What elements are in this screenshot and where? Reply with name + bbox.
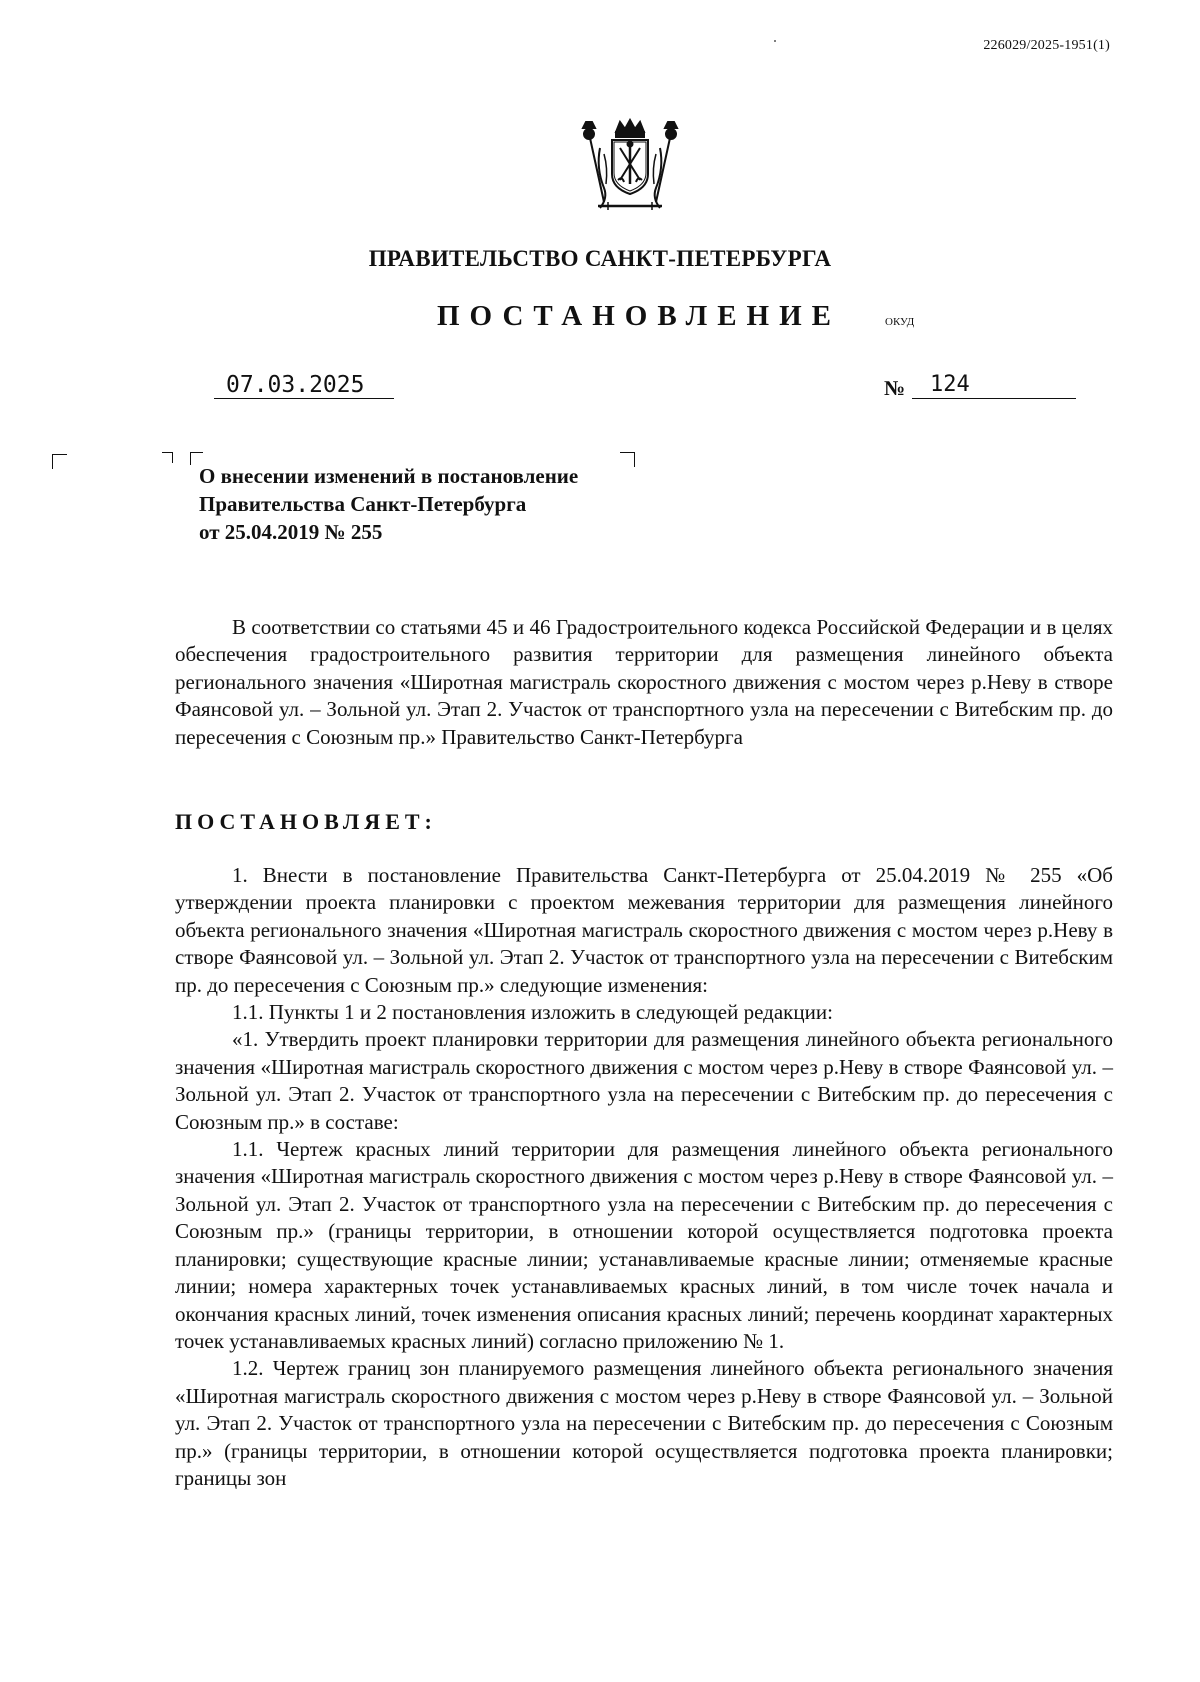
number-sign: № [884,376,906,400]
subject-line: Правительства Санкт-Петербурга [199,492,527,516]
resolution-paragraph: 1. Внести в постановление Правительства Санкт-Петербурга от 25.04.2019 № 255 «Об утверждении проекта планировки с проектом межевания территории для размещения линейного объекта регионального значения «Широтная магистраль скоростного движения с мостом через р.Неву в створе Фаянсовой ул. – Зольной ул. Этап 2. Участок от транспортного узла на пересечении с Витебским пр. до пересечения с Союзным пр.» следующие изменения: [175,863,1113,997]
preamble-paragraph: В соответствии со статьями 45 и 46 Градостроительного кодекса Российской Федерации и в целях обеспечения градостроительного развития территории для размещения линейного объекта регионального значения «Широтная магистраль скоростного движения с мостом через р.Неву в створе Фаянсовой ул. – Зольной ул. Этап 2. Участок от транспортного узла на пересечении с Витебским пр. до пересечения с Союзным пр.» Правительство Санкт-Петербурга [175,615,1113,749]
coat-of-arms-icon [578,118,682,216]
document-number: 124 [912,372,1076,399]
resolution-paragraph: 1.1. Чертеж красных линий территории для размещения линейного объекта регионального значения «Широтная магистраль скоростного движения с мостом через р.Неву в створе Фаянсовой ул. – Зольной ул. Этап 2. Участок от транспортного узла на пересечении с Витебским пр. до пересечения с Союзным пр.» (границы территории, в отношении которой осуществляется подготовка проекта планировки; существующие красные линии; устанавливаемые красные линии; отменяемые красные линии; номера характерных точек устанавливаемых красных линий, в том числе точек начала и окончания красных линий, точек изменения описания красных линий; перечень координат характерных точек устанавливаемых красных линий) согласно приложению № 1. [175,1137,1113,1353]
resolution-body [175,862,1113,1492]
document-date: 07.03.2025 [214,372,394,399]
document-type-title: ПОСТАНОВЛЕНИЕ [437,300,842,332]
corner-mark-subject-right [620,452,635,467]
subject-title [199,462,578,546]
organization-name: ПРАВИТЕЛЬСТВО САНКТ-ПЕТЕРБУРГА [368,246,832,271]
scan-speck [774,40,776,42]
okud-label: ОКУД [885,316,915,328]
resolves-heading: ПОСТАНОВЛЯЕТ: [175,809,437,834]
preamble [175,614,1113,751]
resolution-paragraph: «1. Утвердить проект планировки территории для размещения линейного объекта регионального значения «Широтная магистраль скоростного движения с мостом через р.Неву в створе Фаянсовой ул. – Зольной ул. Этап 2. Участок от транспортного узла на пересечении с Витебским пр. до пересечения с Союзным пр.» в составе: [175,1027,1113,1134]
subject-line: О внесении изменений в постановление [199,464,579,488]
corner-mark-subject-a [162,452,173,463]
corner-mark-left [52,454,67,469]
document-registration-number: 226029/2025-1951(1) [983,38,1110,53]
subject-line: от 25.04.2019 № 255 [199,520,383,544]
resolution-paragraph: 1.1. Пункты 1 и 2 постановления изложить в следующей редакции: [232,1000,833,1025]
resolution-paragraph: 1.2. Чертеж границ зон планируемого размещения линейного объекта регионального значения «Широтная магистраль скоростного движения с мостом через р.Неву в створе Фаянсовой ул. – Зольной ул. Этап 2. Участок от транспортного узла на пересечении с Витебским пр. до пересечения с Союзным пр.» (границы территории, в отношении которой осуществляется подготовка проекта планировки; границы зон [175,1356,1113,1490]
